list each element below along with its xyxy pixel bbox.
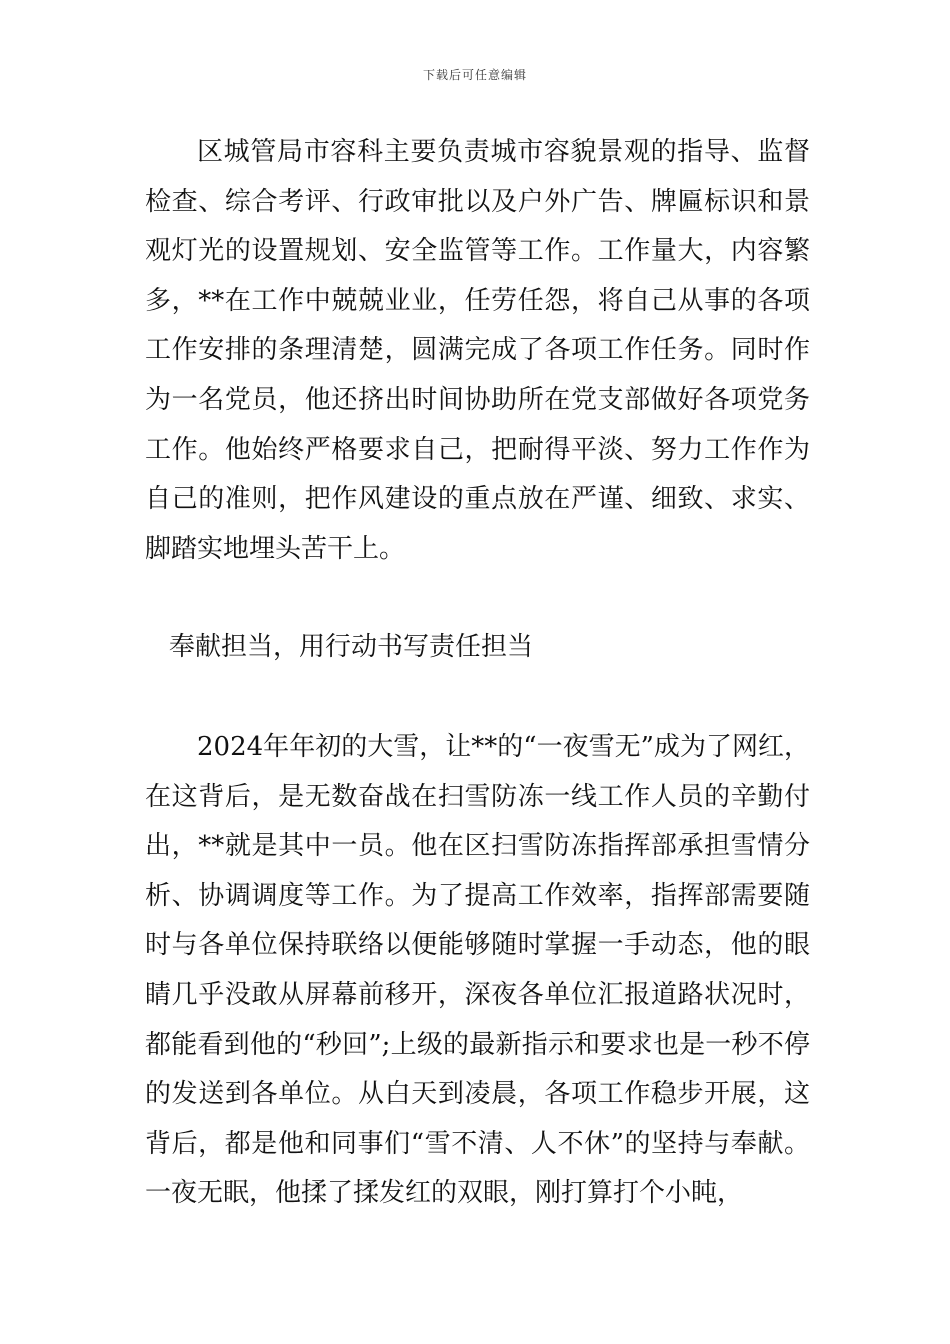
section-heading: 奉献担当，用行动书写责任担当	[169, 632, 534, 662]
paragraph-container-2	[145, 723, 810, 1219]
page-header-note: 下载后可任意编辑	[422, 68, 527, 82]
body-paragraph-1: 区城管局市容科主要负责城市容貌景观的指导、监督检查、综合考评、行政审批以及户外广告、牌匾标识和景观灯光的设置规划、安全监管等工作。工作量大，内容繁多，**在工作中兢兢业业，任劳任怨，将自己从事的各项工作安排的条理清楚，圆满完成了各项工作任务。同时作为一名党员，他还挤出时间协助所在党支部做好各项党务工作。他始终严格要求自己，把耐得平淡、努力工作作为自己的准则，把作风建设的重点放在严谨、细致、求实、脚踏实地埋头苦干上。	[145, 137, 810, 564]
paragraph-container-1	[145, 128, 810, 574]
body-paragraph-2: 2024年年初的大雪，让**的“一夜雪无”成为了网红，在这背后，是无数奋战在扫雪防冻一线工作人员的辛勤付出，**就是其中一员。他在区扫雪防冻指挥部承担雪情分析、协调调度等工作。为了提高工作效率，指挥部需要随时与各单位保持联络以便能够随时掌握一手动态，他的眼睛几乎没敢从屏幕前移开，深夜各单位汇报道路状况时，都能看到他的“秒回”;上级的最新指示和要求也是一秒不停的发送到各单位。从白天到凌晨，各项工作稳步开展，这背后，都是他和同事们“雪不清、人不休”的坚持与奉献。一夜无眠，他揉了揉发红的双眼，刚打算打个小盹，	[145, 732, 810, 1209]
